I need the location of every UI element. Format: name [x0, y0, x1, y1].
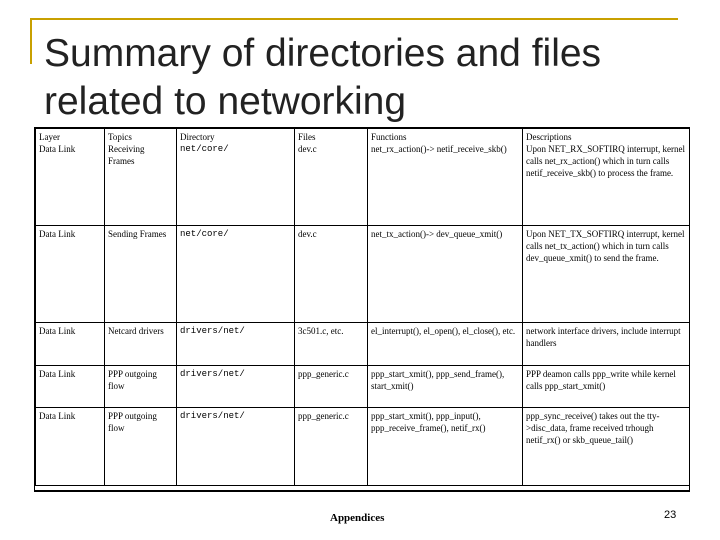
cell-layer: Data Link: [36, 226, 105, 323]
page-number: 23: [664, 509, 677, 521]
cell-descriptions: ppp_sync_receive() takes out the tty->disc_data, frame received trhough netif_rx() or skb_queue_tail(): [523, 408, 690, 486]
footer-label: Appendices: [330, 512, 385, 524]
table-cell-topics: [105, 129, 177, 226]
title-rule-top: [30, 18, 678, 20]
table-cell-files: [295, 129, 368, 226]
cell-functions: ppp_start_xmit(), ppp_input(), ppp_receive_frame(), netif_rx(): [368, 408, 523, 486]
cell-layer: Data Link: [36, 408, 105, 486]
cell-files: ppp_generic.c: [295, 366, 368, 408]
cell-layer: Data Link: [39, 144, 76, 154]
cell-descriptions: Upon NET_TX_SOFTIRQ interrupt, kernel calls net_tx_action() which in turn calls dev_queue_xmit() to send the frame.: [523, 226, 690, 323]
cell-functions: net_tx_action()-> dev_queue_xmit(): [368, 226, 523, 323]
header-directory: Directory: [180, 132, 215, 142]
cell-functions: net_rx_action()-> netif_receive_skb(): [371, 144, 507, 154]
cell-functions: ppp_start_xmit(), ppp_send_frame(), start_xmit(): [368, 366, 523, 408]
header-functions: Functions: [371, 132, 407, 142]
table-cell-descriptions: [523, 129, 690, 226]
cell-descriptions: network interface drivers, include interrupt handlers: [523, 323, 690, 366]
cell-directory: drivers/net/: [177, 323, 295, 366]
table-row: [36, 366, 690, 408]
table-row: [36, 226, 690, 323]
table-cell-directory: [177, 129, 295, 226]
header-descriptions: Descriptions: [526, 132, 572, 142]
cell-files: dev.c: [298, 144, 317, 154]
header-layer: Layer: [39, 132, 60, 142]
cell-topics: PPP outgoing flow: [105, 408, 177, 486]
cell-topics: Sending Frames: [105, 226, 177, 323]
cell-descriptions: PPP deamon calls ppp_write while kernel calls ppp_start_xmit(): [523, 366, 690, 408]
title-rule-left: [30, 18, 32, 64]
table-row: [36, 408, 690, 486]
cell-directory: net/core/: [180, 144, 229, 154]
cell-functions: el_interrupt(), el_open(), el_close(), etc.: [368, 323, 523, 366]
summary-table-grid: [35, 128, 690, 486]
header-topics: Topics: [108, 132, 132, 142]
cell-files: 3c501.c, etc.: [295, 323, 368, 366]
cell-layer: Data Link: [36, 323, 105, 366]
cell-topics: PPP outgoing flow: [105, 366, 177, 408]
cell-directory: drivers/net/: [177, 366, 295, 408]
cell-directory: net/core/: [177, 226, 295, 323]
slide-title: Summary of directories and files related to networking: [44, 32, 602, 123]
table-cell-functions: [368, 129, 523, 226]
summary-table: [34, 127, 690, 492]
cell-files: ppp_generic.c: [295, 408, 368, 486]
table-row: [36, 323, 690, 366]
cell-descriptions: Upon NET_RX_SOFTIRQ interrupt, kernel calls net_rx_action() which in turn calls netif_receive_skb() to process the frame.: [526, 144, 685, 178]
table-row: [36, 129, 690, 226]
cell-layer: Data Link: [36, 366, 105, 408]
cell-files: dev.c: [295, 226, 368, 323]
cell-topics: Receiving Frames: [108, 144, 145, 166]
header-files: Files: [298, 132, 316, 142]
cell-topics: Netcard drivers: [105, 323, 177, 366]
cell-directory: drivers/net/: [177, 408, 295, 486]
table-cell-layer: [36, 129, 105, 226]
